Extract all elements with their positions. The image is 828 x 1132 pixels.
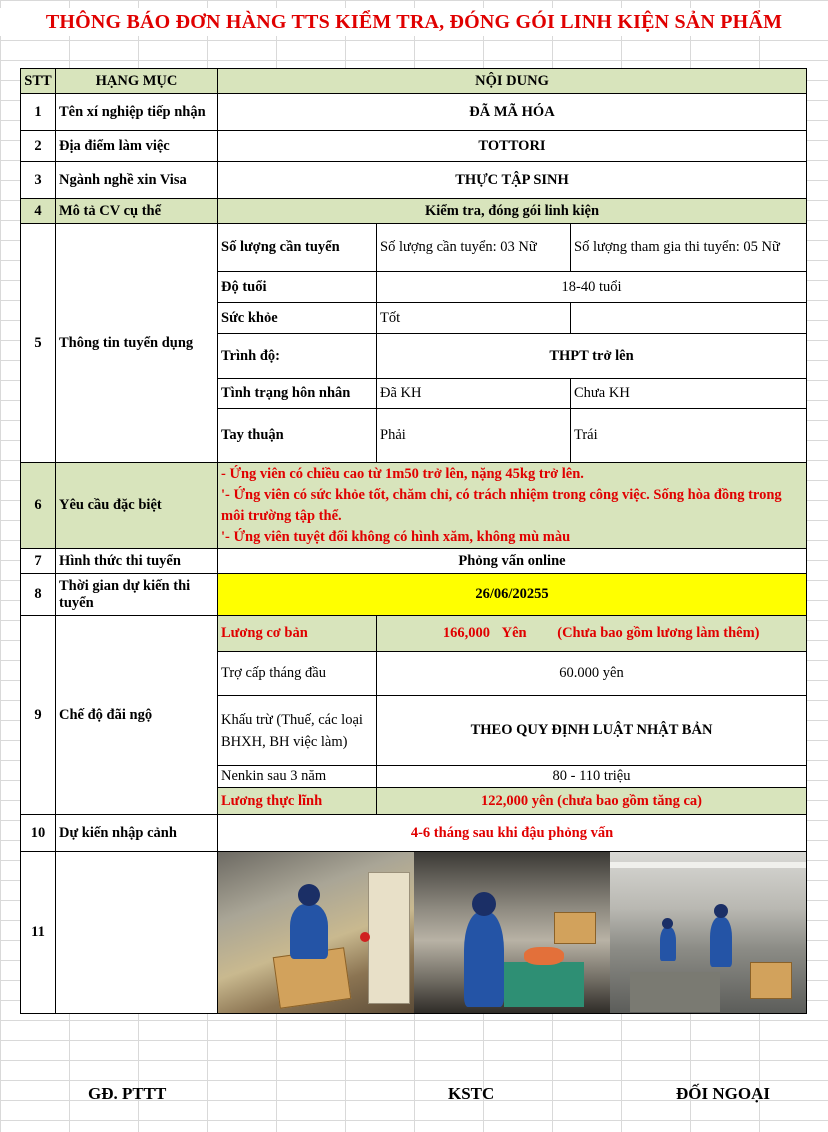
row-10: [21, 815, 807, 852]
row-11-stt: 11: [21, 852, 56, 1014]
header-stt: STT: [21, 69, 56, 94]
row-3-stt: 3: [21, 162, 56, 199]
row-10-value: 4-6 tháng sau khi đậu phỏng vấn: [218, 815, 807, 852]
work-photos: [218, 852, 807, 1014]
khau-tru-label: Khấu trừ (Thuế, các loại BHXH, BH việc làm): [218, 696, 377, 766]
row-10-stt: 10: [21, 815, 56, 852]
tay-thuan-option-2: Trái: [571, 409, 807, 463]
row-6-stt: 6: [21, 463, 56, 549]
row-9-luong: [21, 616, 807, 652]
suc-khoe-empty: [571, 303, 807, 334]
luong-amount: 166,000: [442, 625, 490, 641]
tro-cap-label: Trợ cấp tháng đầu: [218, 652, 377, 696]
row-9-label: Chế độ đãi ngộ: [56, 616, 218, 815]
hon-nhan-option-2: Chưa KH: [571, 379, 807, 409]
interview-date: 26/06/20255: [218, 574, 807, 616]
so-luong-label: Số lượng cần tuyển: [218, 224, 377, 272]
row-7-stt: 7: [21, 549, 56, 574]
page-title: THÔNG BÁO ĐƠN HÀNG TTS KIỂM TRA, ĐÓNG GÓI LINH KIỆN SẢN PHẨM: [0, 8, 828, 36]
row-6: [21, 463, 807, 549]
row-10-label: Dự kiến nhập cảnh: [56, 815, 218, 852]
row-7: [21, 549, 807, 574]
order-table: [20, 68, 807, 1014]
requirement-line: '- Ứng viên tuyệt đối không có hình xăm, không mù màu: [221, 528, 571, 545]
row-1-stt: 1: [21, 94, 56, 131]
hon-nhan-label: Tình trạng hôn nhân: [218, 379, 377, 409]
row-11: [21, 852, 807, 1014]
row-1: [21, 94, 807, 131]
row-3-value: THỰC TẬP SINH: [218, 162, 807, 199]
row-4-value: Kiểm tra, đóng gói linh kiện: [218, 199, 807, 224]
row-4: [21, 199, 807, 224]
row-3: [21, 162, 807, 199]
so-luong-value: Số lượng cần tuyển: 03 Nữ: [377, 224, 571, 272]
luong-note: (Chưa bao gồm lương làm thêm): [557, 625, 760, 641]
luong-co-ban-value: [377, 616, 807, 652]
luong-unit: Yên: [501, 625, 527, 641]
row-9-stt: 9: [21, 616, 56, 815]
suc-khoe-value: Tốt: [377, 303, 571, 334]
row-7-value: Phỏng vấn online: [218, 549, 807, 574]
thuc-linh-value: 122,000 yên (chưa bao gồm tăng ca): [377, 788, 807, 815]
header-noi-dung: NỘI DUNG: [218, 69, 807, 94]
header-hang-muc: HẠNG MỤC: [56, 69, 218, 94]
row-5-label: Thông tin tuyển dụng: [56, 224, 218, 463]
row-8-stt: 8: [21, 574, 56, 616]
do-tuoi-value: 18-40 tuổi: [377, 272, 807, 303]
row-6-label: Yêu cầu đặc biệt: [56, 463, 218, 549]
suc-khoe-label: Sức khỏe: [218, 303, 377, 334]
do-tuoi-label: Độ tuổi: [218, 272, 377, 303]
luong-co-ban-label: Lương cơ bản: [218, 616, 377, 652]
workplace-photo-1: [218, 852, 414, 1013]
footer-doi-ngoai: ĐỐI NGOẠI: [676, 1084, 770, 1103]
tay-thuan-label: Tay thuận: [218, 409, 377, 463]
requirement-line: '- Ứng viên có sức khỏe tốt, chăm chỉ, có trách nhiệm trong công việc. Sống hòa đồng trong môi trường tập thể.: [221, 486, 782, 524]
tay-thuan-option-1: Phải: [377, 409, 571, 463]
trinh-do-value: THPT trở lên: [377, 334, 807, 379]
trinh-do-label: Trình độ:: [218, 334, 377, 379]
nenkin-value: 80 - 110 triệu: [377, 766, 807, 788]
row-2-value: TOTTORI: [218, 131, 807, 162]
row-2-stt: 2: [21, 131, 56, 162]
row-8-label: Thời gian dự kiến thi tuyển: [56, 574, 218, 616]
row-2: [21, 131, 807, 162]
workplace-photo-2: [414, 852, 610, 1013]
table-header-row: [21, 69, 807, 94]
nenkin-label: Nenkin sau 3 năm: [218, 766, 377, 788]
hon-nhan-option-1: Đã KH: [377, 379, 571, 409]
row-4-stt: 4: [21, 199, 56, 224]
row-1-label: Tên xí nghiệp tiếp nhận: [56, 94, 218, 131]
so-luong-thi-tuyen: Số lượng tham gia thi tuyển: 05 Nữ: [571, 224, 807, 272]
tro-cap-value: 60.000 yên: [377, 652, 807, 696]
footer-kstc: KSTC: [448, 1084, 495, 1103]
khau-tru-value: THEO QUY ĐỊNH LUẬT NHẬT BẢN: [377, 696, 807, 766]
row-5-stt: 5: [21, 224, 56, 463]
row-7-label: Hình thức thi tuyển: [56, 549, 218, 574]
row-2-label: Địa điểm làm việc: [56, 131, 218, 162]
row-11-label-empty: [56, 852, 218, 1014]
requirement-line: - Ứng viên có chiều cao từ 1m50 trở lên, nặng 45kg trở lên.: [221, 465, 584, 482]
footer-gd-pttt: GĐ. PTTT: [88, 1084, 167, 1103]
row-3-label: Ngành nghề xin Visa: [56, 162, 218, 199]
row-1-value: ĐÃ MÃ HÓA: [218, 94, 807, 131]
row-5-so-luong: [21, 224, 807, 272]
special-requirements: [218, 463, 807, 549]
row-8: [21, 574, 807, 616]
row-4-label: Mô tả CV cụ thể: [56, 199, 218, 224]
workplace-photo-3: [610, 852, 806, 1013]
thuc-linh-label: Lương thực lĩnh: [218, 788, 377, 815]
